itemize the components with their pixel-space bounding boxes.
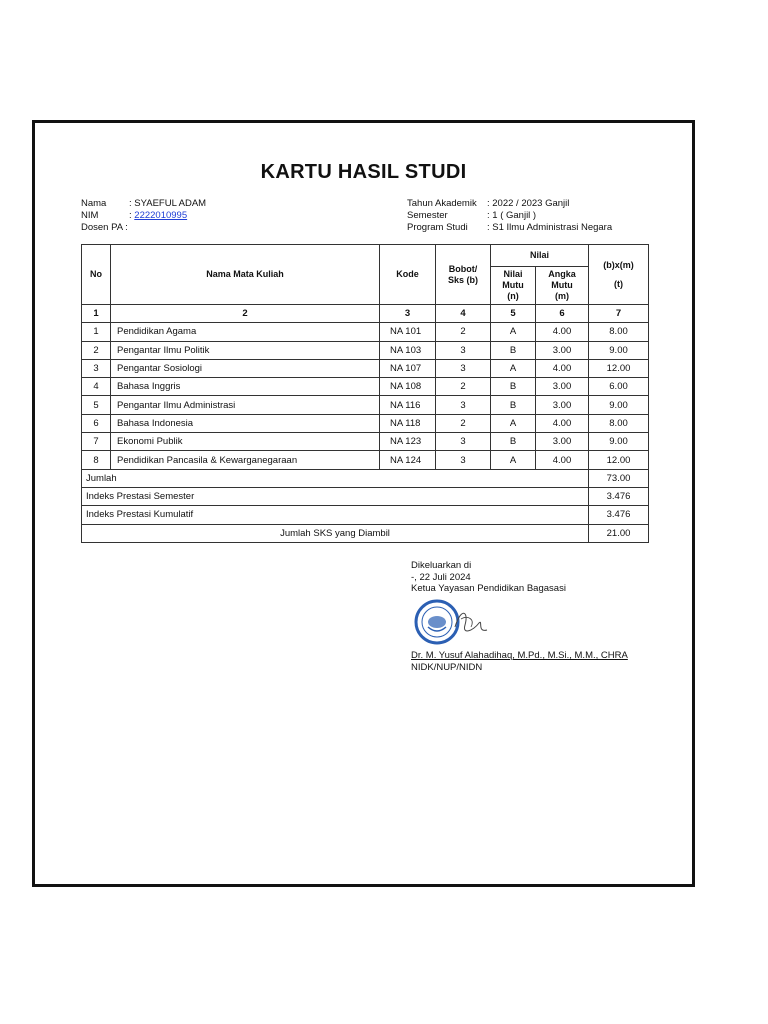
- cell-kode: NA 118: [380, 414, 436, 432]
- signature-block: [411, 560, 566, 595]
- cell-sks: 3: [436, 433, 491, 451]
- issued-date: -, 22 Juli 2024: [411, 571, 471, 583]
- cell-nilai: A: [491, 359, 536, 377]
- cell-no: 3: [82, 359, 111, 377]
- cell-nama: Pendidikan Pancasila & Kewarganegaraan: [111, 451, 380, 469]
- jumlah-value: 73.00: [589, 469, 649, 487]
- cell-nilai: A: [491, 323, 536, 341]
- cell-kode: NA 116: [380, 396, 436, 414]
- cell-sks: 3: [436, 341, 491, 359]
- academic-info: [407, 198, 612, 234]
- cell-sks: 3: [436, 359, 491, 377]
- cell-nilai: B: [491, 433, 536, 451]
- header-kode: Kode: [380, 245, 436, 305]
- ips-label: Indeks Prestasi Semester: [82, 487, 589, 505]
- name-value: : SYAEFUL ADAM: [129, 198, 207, 209]
- cell-no: 4: [82, 378, 111, 396]
- cell-sks: 2: [436, 414, 491, 432]
- cell-bxm: 8.00: [589, 414, 649, 432]
- col-number: 7: [589, 305, 649, 323]
- jumlah-label: Jumlah: [82, 469, 589, 487]
- summary-jumlah-row: [82, 469, 649, 487]
- cell-sks: 2: [436, 378, 491, 396]
- cell-no: 7: [82, 433, 111, 451]
- col-number: 3: [380, 305, 436, 323]
- header-angka-mutu: Angka Mutu (m): [536, 267, 589, 305]
- header-bobot: Bobot/ Sks (b): [436, 245, 491, 305]
- column-number-row: [82, 305, 649, 323]
- cell-kode: NA 107: [380, 359, 436, 377]
- header-nilai: Nilai: [491, 245, 589, 267]
- signer-id-label: NIDK/NUP/NIDN: [411, 661, 483, 673]
- table-row: [82, 451, 649, 469]
- cell-bxm: 9.00: [589, 341, 649, 359]
- col-number: 5: [491, 305, 536, 323]
- foundation-seal-icon: [413, 597, 493, 647]
- table-row: [82, 359, 649, 377]
- signer-info: [411, 650, 628, 673]
- cell-no: 5: [82, 396, 111, 414]
- dosen-label: Dosen PA :: [81, 222, 128, 233]
- cell-nilai: A: [491, 451, 536, 469]
- student-nim-row: [81, 210, 206, 222]
- student-info: [81, 198, 206, 234]
- tahun-row: [407, 198, 612, 210]
- cell-bxm: 6.00: [589, 378, 649, 396]
- signer-name: Dr. M. Yusuf Alahadihaq, M.Pd., M.Si., M.M., CHRA: [411, 650, 628, 661]
- cell-nilai: B: [491, 341, 536, 359]
- cell-sks: 2: [436, 323, 491, 341]
- cell-kode: NA 123: [380, 433, 436, 451]
- ipk-label: Indeks Prestasi Kumulatif: [82, 506, 589, 524]
- cell-sks: 3: [436, 396, 491, 414]
- issued-text: Dikeluarkan di: [411, 560, 472, 571]
- cell-nilai: A: [491, 414, 536, 432]
- cell-nilai: B: [491, 396, 536, 414]
- header-no: No: [82, 245, 111, 305]
- sks-value: 21.00: [589, 524, 649, 542]
- document-frame: [32, 120, 695, 887]
- cell-angka: 4.00: [536, 323, 589, 341]
- table-row: [82, 323, 649, 341]
- cell-nama: Bahasa Inggris: [111, 378, 380, 396]
- ipk-value: 3.476: [589, 506, 649, 524]
- page-title: KARTU HASIL STUDI: [260, 161, 467, 183]
- cell-bxm: 9.00: [589, 396, 649, 414]
- semester-row: [407, 210, 612, 222]
- header-bxm-label: (b)x(m): [603, 259, 634, 270]
- nim-label: NIM: [81, 210, 99, 221]
- col-number: 4: [436, 305, 491, 323]
- signer-role: Ketua Yayasan Pendidikan Bagasasi: [411, 583, 566, 594]
- cell-no: 1: [82, 323, 111, 341]
- cell-sks: 3: [436, 451, 491, 469]
- header-t-label: (t): [614, 278, 624, 289]
- cell-angka: 3.00: [536, 378, 589, 396]
- summary-ips-row: [82, 487, 649, 505]
- cell-angka: 3.00: [536, 433, 589, 451]
- table-row: [82, 341, 649, 359]
- semester-label: Semester: [407, 210, 448, 221]
- program-value: : S1 Ilmu Administrasi Negara: [487, 222, 613, 233]
- cell-kode: NA 108: [380, 378, 436, 396]
- cell-nama: Pengantar Sosiologi: [111, 359, 380, 377]
- ips-value: 3.476: [589, 487, 649, 505]
- cell-angka: 4.00: [536, 414, 589, 432]
- nim-link[interactable]: 2222010995: [134, 210, 188, 221]
- cell-nama: Pendidikan Agama: [111, 323, 380, 341]
- cell-kode: NA 101: [380, 323, 436, 341]
- table-row: [82, 378, 649, 396]
- cell-nama: Bahasa Indonesia: [111, 414, 380, 432]
- cell-angka: 3.00: [536, 396, 589, 414]
- student-name-row: [81, 198, 206, 210]
- cell-nilai: B: [491, 378, 536, 396]
- cell-nama: Pengantar Ilmu Administrasi: [111, 396, 380, 414]
- cell-bxm: 12.00: [589, 451, 649, 469]
- program-label: Program Studi: [407, 222, 468, 233]
- cell-kode: NA 103: [380, 341, 436, 359]
- col-number: 1: [82, 305, 111, 323]
- col-number: 6: [536, 305, 589, 323]
- dosen-row: [81, 222, 206, 234]
- summary-sks-row: [82, 524, 649, 542]
- cell-angka: 3.00: [536, 341, 589, 359]
- cell-angka: 4.00: [536, 451, 589, 469]
- semester-value: : 1 ( Ganjil ): [487, 210, 537, 221]
- cell-nama: Ekonomi Publik: [111, 433, 380, 451]
- cell-bxm: 12.00: [589, 359, 649, 377]
- header-nama: Nama Mata Kuliah: [111, 245, 380, 305]
- cell-no: 2: [82, 341, 111, 359]
- summary-ipk-row: [82, 506, 649, 524]
- header-nilai-mutu: Nilai Mutu (n): [491, 267, 536, 305]
- cell-no: 8: [82, 451, 111, 469]
- table-row: [82, 396, 649, 414]
- cell-angka: 4.00: [536, 359, 589, 377]
- nim-separator: :: [129, 210, 135, 221]
- cell-bxm: 8.00: [589, 323, 649, 341]
- grades-table: [81, 244, 649, 543]
- cell-kode: NA 124: [380, 451, 436, 469]
- tahun-value: : 2022 / 2023 Ganjil: [487, 198, 570, 209]
- cell-nama: Pengantar Ilmu Politik: [111, 341, 380, 359]
- cell-bxm: 9.00: [589, 433, 649, 451]
- table-row: [82, 414, 649, 432]
- cell-no: 6: [82, 414, 111, 432]
- name-label: Nama: [81, 198, 107, 209]
- table-row: [82, 433, 649, 451]
- tahun-label: Tahun Akademik: [407, 198, 477, 209]
- header-bxm: [589, 245, 649, 305]
- sks-label: Jumlah SKS yang Diambil: [82, 524, 589, 542]
- program-row: [407, 222, 612, 234]
- col-number: 2: [111, 305, 380, 323]
